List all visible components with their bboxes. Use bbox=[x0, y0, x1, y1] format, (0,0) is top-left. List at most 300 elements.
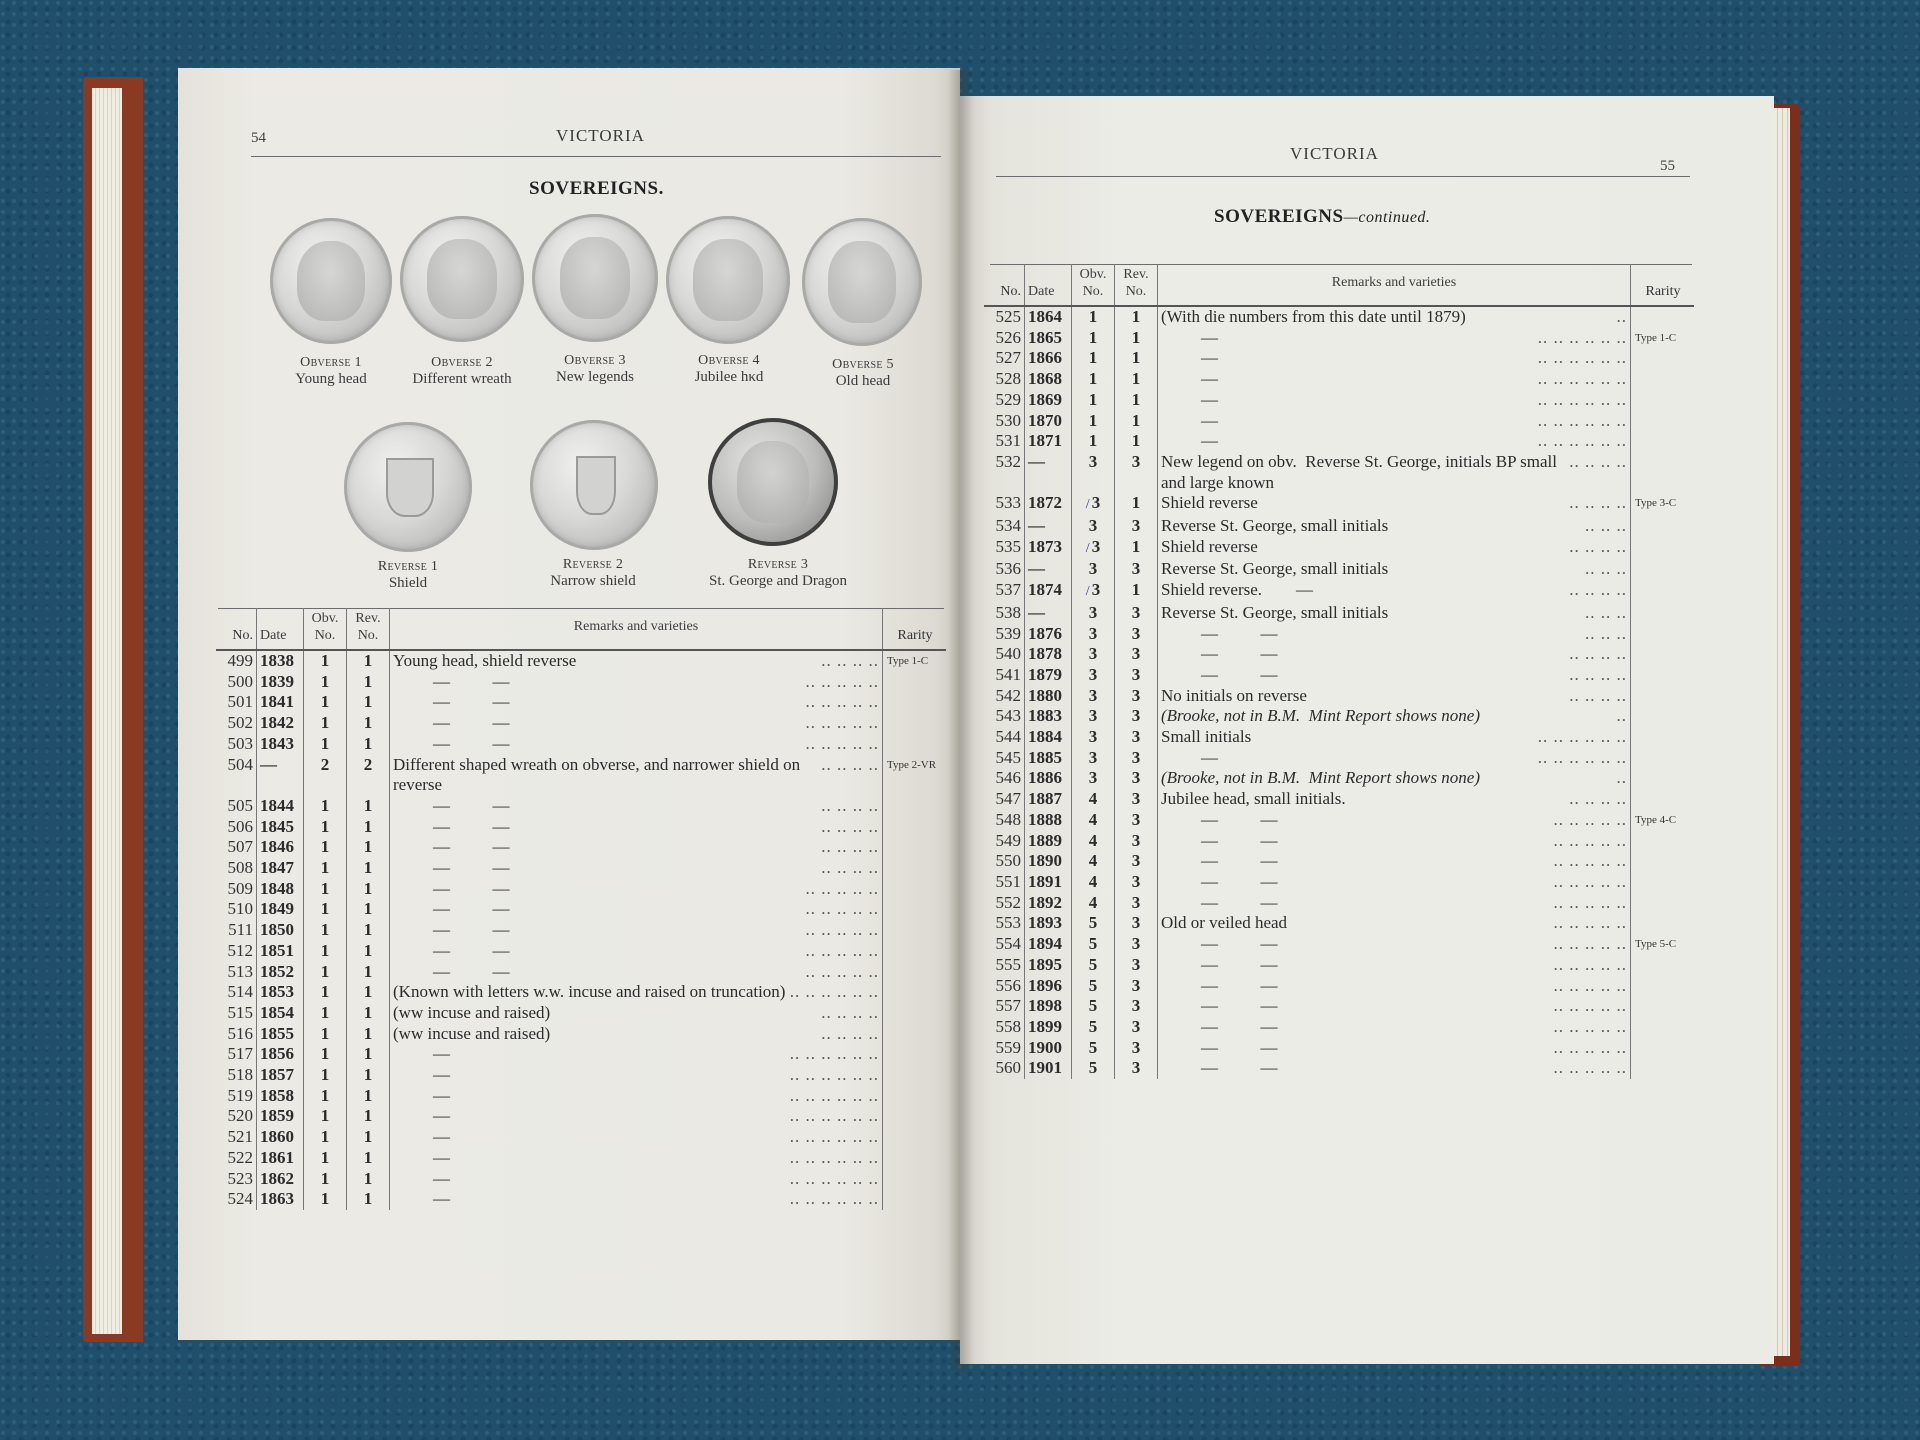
reverse-number: 1 bbox=[347, 920, 390, 941]
obverse-value: 1 bbox=[320, 878, 330, 898]
rarity bbox=[1631, 996, 1695, 1017]
catalogue-number: 503 bbox=[227, 733, 253, 753]
obverse-value: 1 bbox=[320, 733, 330, 753]
obverse-value: 1 bbox=[1088, 389, 1098, 409]
coin-caption-reverse-2: Reverse 2 Narrow shield bbox=[550, 557, 636, 589]
remarks-text: — — bbox=[1201, 664, 1278, 684]
reverse-number: 1 bbox=[347, 1065, 390, 1086]
date: 1883 bbox=[1025, 706, 1072, 727]
date: 1846 bbox=[257, 837, 304, 858]
page-number: 54 bbox=[251, 130, 266, 146]
date: 1864 bbox=[1025, 306, 1072, 328]
col-header-no: No. bbox=[216, 608, 257, 650]
table-row bbox=[216, 941, 946, 962]
date: 1898 bbox=[1025, 996, 1072, 1017]
obverse-value: 1 bbox=[320, 837, 330, 857]
obverse-value: 1 bbox=[320, 671, 330, 691]
obverse-number bbox=[1072, 831, 1115, 852]
date: 1844 bbox=[257, 796, 304, 817]
table-row bbox=[984, 1017, 1694, 1038]
leader-dots: .. .. .. .. bbox=[1569, 644, 1627, 664]
rarity bbox=[1631, 1058, 1695, 1079]
right-page bbox=[960, 96, 1774, 1364]
remarks bbox=[1158, 390, 1631, 411]
reverse-number: 3 bbox=[1115, 976, 1158, 997]
table-row bbox=[216, 817, 946, 838]
obverse-number bbox=[304, 879, 347, 900]
remarks bbox=[1158, 768, 1631, 789]
col-header-no: No. bbox=[984, 264, 1025, 306]
rarity bbox=[1631, 665, 1695, 686]
leader-dots: .. .. .. bbox=[1585, 516, 1627, 536]
remarks bbox=[390, 837, 883, 858]
date: 1851 bbox=[257, 941, 304, 962]
table-row bbox=[216, 796, 946, 817]
leader-dots: .. .. .. bbox=[1585, 623, 1627, 643]
obverse-value: 1 bbox=[320, 858, 330, 878]
remarks-text: Shield reverse bbox=[1161, 493, 1258, 513]
catalogue-number: 517 bbox=[227, 1044, 253, 1064]
remarks-text: — — bbox=[433, 692, 510, 712]
remarks-text: — bbox=[433, 1106, 450, 1126]
table-row bbox=[216, 982, 946, 1003]
catalogue-number: 504 bbox=[227, 754, 253, 774]
reverse-number: 2 bbox=[347, 755, 390, 796]
date: 1880 bbox=[1025, 686, 1072, 707]
reverse-number: 1 bbox=[347, 650, 390, 672]
remarks bbox=[1158, 516, 1631, 537]
rarity bbox=[1631, 644, 1695, 665]
remarks-text: — — bbox=[1201, 644, 1278, 664]
date: 1839 bbox=[257, 672, 304, 693]
table-row bbox=[216, 899, 946, 920]
rarity bbox=[1631, 306, 1695, 328]
leader-dots: .. .. .. .. .. bbox=[1553, 913, 1627, 933]
table-row bbox=[216, 1148, 946, 1169]
rarity bbox=[1631, 559, 1695, 580]
obverse-value: 3 bbox=[1088, 685, 1098, 705]
remarks-text: — bbox=[1201, 327, 1218, 347]
table-row bbox=[984, 328, 1694, 349]
date: 1888 bbox=[1025, 810, 1072, 831]
obverse-value: 1 bbox=[320, 1023, 330, 1043]
obverse-number bbox=[1072, 976, 1115, 997]
obverse-number bbox=[1072, 493, 1115, 516]
date: 1861 bbox=[257, 1148, 304, 1169]
leader-dots: .. .. .. .. bbox=[821, 1002, 879, 1022]
catalogue-number: 542 bbox=[995, 685, 1021, 705]
obverse-value: 1 bbox=[320, 1106, 330, 1126]
table-row bbox=[216, 962, 946, 983]
catalogue-number: 552 bbox=[995, 892, 1021, 912]
reverse-number: 3 bbox=[1115, 452, 1158, 493]
remarks bbox=[1158, 1038, 1631, 1059]
remarks-text: — — bbox=[433, 733, 510, 753]
rarity bbox=[1631, 580, 1695, 603]
reverse-number: 1 bbox=[347, 879, 390, 900]
remarks-text: Different shaped wreath on obverse, and narrower shield on reverse bbox=[393, 754, 805, 795]
table-row bbox=[216, 879, 946, 900]
table-row bbox=[216, 1044, 946, 1065]
col-header-reverse-no: Rev. No. bbox=[1115, 264, 1158, 306]
table-row bbox=[984, 390, 1694, 411]
leader-dots: .. .. .. .. .. .. bbox=[1537, 389, 1627, 409]
header-rule bbox=[251, 156, 941, 157]
date: 1879 bbox=[1025, 665, 1072, 686]
obverse-number bbox=[1072, 955, 1115, 976]
leader-dots: .. .. .. .. .. .. bbox=[1537, 327, 1627, 347]
rarity bbox=[1631, 537, 1695, 560]
catalogue-number: 531 bbox=[995, 431, 1021, 451]
date: 1890 bbox=[1025, 851, 1072, 872]
remarks-text: — — bbox=[1201, 975, 1278, 995]
reverse-number: 3 bbox=[1115, 996, 1158, 1017]
obverse-number bbox=[1072, 665, 1115, 686]
catalogue-number: 509 bbox=[227, 878, 253, 898]
obverse-value: 3 bbox=[1088, 559, 1098, 579]
reverse-number: 1 bbox=[347, 1024, 390, 1045]
remarks bbox=[390, 692, 883, 713]
catalogue-number: 548 bbox=[995, 809, 1021, 829]
obverse-number bbox=[304, 920, 347, 941]
obverse-number bbox=[1072, 431, 1115, 452]
date: — bbox=[1025, 559, 1072, 580]
catalogue-number: 549 bbox=[995, 830, 1021, 850]
leader-dots: .. .. .. .. .. bbox=[1553, 1016, 1627, 1036]
remarks bbox=[1158, 789, 1631, 810]
reverse-number: 3 bbox=[1115, 516, 1158, 537]
rarity bbox=[1631, 516, 1695, 537]
catalogue-number: 550 bbox=[995, 851, 1021, 871]
table-row bbox=[984, 537, 1694, 560]
leader-dots: .. .. .. .. .. .. bbox=[789, 1127, 879, 1147]
table-row bbox=[216, 858, 946, 879]
table-row bbox=[984, 831, 1694, 852]
obverse-number bbox=[1072, 390, 1115, 411]
reverse-number: 3 bbox=[1115, 727, 1158, 748]
table-row bbox=[984, 603, 1694, 624]
remarks bbox=[390, 1044, 883, 1065]
remarks bbox=[1158, 851, 1631, 872]
rarity bbox=[883, 879, 947, 900]
reverse-number: 1 bbox=[347, 796, 390, 817]
obverse-value: 5 bbox=[1088, 996, 1098, 1016]
leader-dots: .. .. .. .. bbox=[1569, 685, 1627, 705]
remarks bbox=[390, 1086, 883, 1107]
table-row bbox=[984, 559, 1694, 580]
remarks-text: — bbox=[433, 1189, 450, 1209]
catalogue-number: 518 bbox=[227, 1065, 253, 1085]
date: 1886 bbox=[1025, 768, 1072, 789]
catalogue-number: 516 bbox=[227, 1023, 253, 1043]
date: 1859 bbox=[257, 1106, 304, 1127]
remarks-text: (Brooke, not in B.M. Mint Report shows none) bbox=[1161, 768, 1481, 788]
col-header-obverse-no: Obv. No. bbox=[1072, 264, 1115, 306]
obverse-number bbox=[304, 1106, 347, 1127]
remarks-text: — — bbox=[1201, 996, 1278, 1016]
rarity: Type 5-C bbox=[1631, 934, 1695, 955]
pencil-annotation: / bbox=[1085, 540, 1090, 556]
rarity bbox=[883, 692, 947, 713]
remarks bbox=[390, 672, 883, 693]
obverse-number bbox=[1072, 348, 1115, 369]
catalogue-number: 525 bbox=[995, 307, 1021, 326]
obverse-value: 3 bbox=[1088, 768, 1098, 788]
obverse-number bbox=[1072, 727, 1115, 748]
remarks-text: — — bbox=[1201, 1016, 1278, 1036]
coin-image-obverse-2 bbox=[400, 216, 524, 342]
reverse-number: 1 bbox=[347, 1003, 390, 1024]
leader-dots: .. .. .. .. .. bbox=[805, 713, 879, 733]
remarks-text: — — bbox=[1201, 623, 1278, 643]
obverse-number bbox=[304, 817, 347, 838]
remarks bbox=[390, 713, 883, 734]
obverse-value: 1 bbox=[1088, 348, 1098, 368]
reverse-number: 3 bbox=[1115, 1017, 1158, 1038]
date: 1874 bbox=[1025, 580, 1072, 603]
obverse-number bbox=[304, 1148, 347, 1169]
leader-dots: .. .. .. .. .. .. bbox=[1537, 410, 1627, 430]
leader-dots: .. .. .. .. bbox=[1569, 789, 1627, 809]
leader-dots: .. .. .. .. .. bbox=[1553, 1037, 1627, 1057]
reverse-number: 1 bbox=[347, 692, 390, 713]
leader-dots: .. .. .. .. bbox=[821, 1023, 879, 1043]
leader-dots: .. .. .. .. bbox=[821, 816, 879, 836]
remarks bbox=[1158, 411, 1631, 432]
obverse-value: 2 bbox=[320, 754, 330, 774]
table-row bbox=[216, 692, 946, 713]
reverse-number: 3 bbox=[1115, 913, 1158, 934]
obverse-value: 5 bbox=[1088, 1058, 1098, 1078]
obverse-value: 1 bbox=[320, 961, 330, 981]
date: 1873 bbox=[1025, 537, 1072, 560]
obverse-value: 1 bbox=[320, 940, 330, 960]
catalogue-number: 554 bbox=[995, 934, 1021, 954]
coin-caption-obverse-3: Obverse 3 New legends bbox=[556, 353, 634, 385]
obverse-value: 1 bbox=[320, 920, 330, 940]
date: 1838 bbox=[257, 650, 304, 672]
remarks-text: (ww incuse and raised) bbox=[393, 1023, 551, 1043]
remarks-text: — — bbox=[1201, 954, 1278, 974]
obverse-value: 3 bbox=[1088, 664, 1098, 684]
running-head: VICTORIA bbox=[1290, 144, 1379, 163]
rarity bbox=[883, 672, 947, 693]
obverse-value: 3 bbox=[1088, 644, 1098, 664]
table-row bbox=[984, 748, 1694, 769]
coin-image-reverse-1 bbox=[344, 422, 472, 552]
leader-dots: .. .. .. .. .. .. bbox=[1537, 431, 1627, 451]
rarity bbox=[883, 1065, 947, 1086]
obverse-number bbox=[304, 796, 347, 817]
remarks bbox=[390, 796, 883, 817]
date: 1884 bbox=[1025, 727, 1072, 748]
obverse-number bbox=[304, 650, 347, 672]
leader-dots: .. .. .. .. .. .. bbox=[1537, 369, 1627, 389]
running-head: VICTORIA bbox=[556, 126, 645, 145]
table-row bbox=[984, 1038, 1694, 1059]
catalogue-number: 524 bbox=[227, 1189, 253, 1209]
obverse-value: 1 bbox=[1088, 307, 1098, 326]
date: — bbox=[257, 755, 304, 796]
remarks-text: — — bbox=[1201, 871, 1278, 891]
reverse-number: 3 bbox=[1115, 603, 1158, 624]
date: 1899 bbox=[1025, 1017, 1072, 1038]
reverse-number: 3 bbox=[1115, 559, 1158, 580]
remarks bbox=[1158, 452, 1631, 493]
catalogue-number: 560 bbox=[995, 1058, 1021, 1078]
table-row bbox=[984, 665, 1694, 686]
sovereigns-catalogue-table-continued bbox=[984, 264, 1694, 1079]
coin-image-obverse-4 bbox=[666, 216, 790, 344]
date: 1848 bbox=[257, 879, 304, 900]
remarks-text: — bbox=[433, 1127, 450, 1147]
obverse-number bbox=[304, 1065, 347, 1086]
coin-image-obverse-1 bbox=[270, 218, 392, 344]
reverse-number: 1 bbox=[1115, 411, 1158, 432]
remarks-text: — — bbox=[1201, 1058, 1278, 1078]
catalogue-number: 555 bbox=[995, 954, 1021, 974]
rarity: Type 2-VR bbox=[883, 755, 947, 796]
table-row bbox=[984, 955, 1694, 976]
obverse-value: 1 bbox=[320, 816, 330, 836]
catalogue-number: 510 bbox=[227, 899, 253, 919]
remarks bbox=[1158, 1058, 1631, 1079]
reverse-number: 3 bbox=[1115, 789, 1158, 810]
table-row bbox=[216, 1106, 946, 1127]
catalogue-number: 527 bbox=[995, 348, 1021, 368]
reverse-number: 3 bbox=[1115, 624, 1158, 645]
date: 1855 bbox=[257, 1024, 304, 1045]
table-row bbox=[216, 672, 946, 693]
remarks-text: Shield reverse bbox=[1161, 536, 1258, 556]
reverse-number: 1 bbox=[347, 1044, 390, 1065]
remarks-text: — — bbox=[433, 920, 510, 940]
date: 1853 bbox=[257, 982, 304, 1003]
obverse-number bbox=[1072, 789, 1115, 810]
table-row bbox=[984, 851, 1694, 872]
col-header-date: Date bbox=[1025, 264, 1072, 306]
obverse-number bbox=[1072, 748, 1115, 769]
catalogue-number: 507 bbox=[227, 837, 253, 857]
remarks bbox=[1158, 493, 1631, 516]
rarity bbox=[883, 899, 947, 920]
obverse-number bbox=[304, 1086, 347, 1107]
obverse-value: 1 bbox=[320, 692, 330, 712]
remarks-text: Old or veiled head bbox=[1161, 913, 1288, 933]
remarks bbox=[1158, 328, 1631, 349]
rarity bbox=[883, 734, 947, 755]
remarks bbox=[1158, 810, 1631, 831]
obverse-value: 5 bbox=[1088, 934, 1098, 954]
coin-image-obverse-3 bbox=[532, 214, 658, 342]
coin-caption-obverse-2: Obverse 2 Different wreath bbox=[412, 355, 512, 387]
obverse-value: 3 bbox=[1088, 516, 1098, 536]
rarity bbox=[883, 1024, 947, 1045]
date: 1869 bbox=[1025, 390, 1072, 411]
remarks bbox=[1158, 913, 1631, 934]
reverse-number: 3 bbox=[1115, 665, 1158, 686]
date: 1870 bbox=[1025, 411, 1072, 432]
obverse-value: 1 bbox=[320, 651, 330, 670]
pencil-annotation: / bbox=[1085, 584, 1090, 600]
reverse-number: 1 bbox=[1115, 348, 1158, 369]
remarks bbox=[390, 1106, 883, 1127]
obverse-value: 1 bbox=[320, 1065, 330, 1085]
leader-dots: .. .. .. bbox=[1585, 602, 1627, 622]
obverse-value: 1 bbox=[320, 1085, 330, 1105]
rarity bbox=[883, 920, 947, 941]
obverse-number bbox=[304, 1127, 347, 1148]
leader-dots: .. .. .. .. .. bbox=[805, 940, 879, 960]
obverse-number bbox=[1072, 644, 1115, 665]
remarks bbox=[1158, 727, 1631, 748]
coin-image-reverse-2 bbox=[530, 420, 658, 550]
leader-dots: .. .. .. .. .. bbox=[1553, 954, 1627, 974]
obverse-number bbox=[1072, 810, 1115, 831]
obverse-number bbox=[304, 1003, 347, 1024]
table-header-row bbox=[216, 608, 946, 650]
table-row bbox=[984, 913, 1694, 934]
remarks bbox=[1158, 934, 1631, 955]
catalogue-number: 519 bbox=[227, 1085, 253, 1105]
reverse-number: 1 bbox=[347, 982, 390, 1003]
obverse-value: 3 bbox=[1091, 536, 1101, 556]
remarks-text: — bbox=[433, 1147, 450, 1167]
obverse-number bbox=[1072, 516, 1115, 537]
rarity bbox=[1631, 893, 1695, 914]
obverse-number bbox=[304, 1189, 347, 1210]
catalogue-number: 515 bbox=[227, 1002, 253, 1022]
remarks-text: — — bbox=[433, 899, 510, 919]
remarks bbox=[390, 858, 883, 879]
remarks-text: — bbox=[433, 1168, 450, 1188]
rarity bbox=[883, 837, 947, 858]
remarks-text: Jubilee head, small initials. bbox=[1161, 789, 1346, 809]
reverse-number: 3 bbox=[1115, 1058, 1158, 1079]
remarks-text: — — bbox=[433, 816, 510, 836]
table-row bbox=[984, 369, 1694, 390]
reverse-number: 3 bbox=[1115, 706, 1158, 727]
sovereigns-catalogue-table bbox=[216, 608, 946, 1210]
remarks-text: — bbox=[1201, 747, 1218, 767]
date: 1856 bbox=[257, 1044, 304, 1065]
leader-dots: .. bbox=[1616, 768, 1627, 788]
rarity bbox=[1631, 789, 1695, 810]
remarks-text: — — bbox=[1201, 934, 1278, 954]
reverse-number: 3 bbox=[1115, 748, 1158, 769]
date: 1857 bbox=[257, 1065, 304, 1086]
reverse-number: 1 bbox=[1115, 328, 1158, 349]
reverse-number: 1 bbox=[347, 1106, 390, 1127]
remarks-text: (Known with letters w.w. incuse and raised on truncation) bbox=[393, 982, 786, 1002]
leader-dots: .. .. .. .. .. bbox=[1553, 871, 1627, 891]
obverse-number bbox=[304, 692, 347, 713]
remarks bbox=[1158, 348, 1631, 369]
obverse-number bbox=[1072, 893, 1115, 914]
remarks bbox=[390, 962, 883, 983]
table-row bbox=[984, 706, 1694, 727]
obverse-number bbox=[1072, 934, 1115, 955]
date: 1850 bbox=[257, 920, 304, 941]
remarks bbox=[390, 1003, 883, 1024]
remarks-text: — — bbox=[1201, 809, 1278, 829]
remarks bbox=[1158, 369, 1631, 390]
obverse-number bbox=[1072, 913, 1115, 934]
rarity bbox=[883, 858, 947, 879]
obverse-number bbox=[304, 899, 347, 920]
leader-dots: .. .. .. .. .. .. bbox=[789, 982, 879, 1002]
leader-dots: .. .. .. .. .. .. bbox=[789, 1168, 879, 1188]
